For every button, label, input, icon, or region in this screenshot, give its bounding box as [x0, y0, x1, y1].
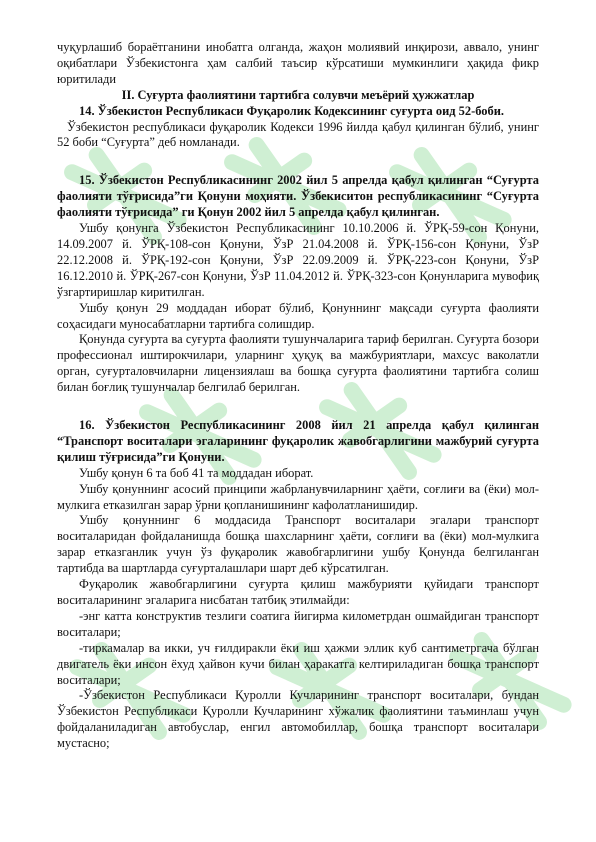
item-16-paragraph-2: Ушбу қонуннинг асосий принципи жабрланувчиларнинг ҳаёти, соғлиғи ва (ёки) мол-мулкига етказилган зарар ўрни қопланишининг кафолатланишидир.	[57, 481, 539, 512]
item-15-paragraph-3: Қонунда суғурта ва суғурта фаолияти тушунчаларига тариф берилган. Суғурта бозори профессионал иштирокчилари, уларнинг ҳуқуқ ва мажбуриятлари, махсус ваколатли орган, суғурталовчиларни лицензиялаш ва бошқа суғурта фаолиятини тартибга солиш билан боғлиқ тушунчалар белгилаб берилган.	[57, 332, 539, 395]
item-16-paragraph-1: Ушбу қонун 6 та боб 41 та моддадан иборат.	[79, 465, 314, 480]
item-16-list-item-3: -Ўзбекистон Республикаси Қуролли Кучларининг транспорт воситалари, бундан Ўзбекистон Республикаси Қуролли Кучларининг хўжалик фаолиятини таъминлаш учун фойдаланиладиган автобуслар, енгил автомобиллар, бошқа транспорт воситалари мустасно;	[57, 688, 539, 751]
section-heading-ii: II. Суғурта фаолиятини тартибга солувчи меъёрий ҳужжатлар	[121, 87, 475, 102]
item-14-title: 14. Ўзбекистон Республикаси Фуқаролик Кодексининг суғурта оид 52-боби.	[79, 103, 505, 118]
item-16-list-item-2: -тиркамалар ва икки, уч ғилдиракли ёки иш ҳажми эллик куб сантиметргача бўлган двигатель ёки инсон ёхуд ҳайвон кучи билан ҳаракатга келтириладиган бошқа транспорт воситалари;	[57, 640, 539, 687]
item-16-paragraph-3: Ушбу қонуннинг 6 моддасида Транспорт воситалари эгалари транспорт воситаларидан фойдаланишда бошқа шахсларнинг ҳаёти, соғлиғи ва (ёки) мол-мулкига зарар етказганлик учун ўз фуқаролик жавобгарлигини ушбу Қонунда белгиланган тартибда ва шартларда суғурталашлари шарт деб кўрсатилган.	[57, 513, 539, 576]
item-15-title: 15. Ўзбекистон Республикасининг 2002 йил 5 апрелда қабул қилинган “Суғурта фаолияти тўғрисида”ги Қонуни моҳияти. Ўзбекиситон республикасининг “Суғурта фаолияти тўғрисида” ги Қонун 2002 йил 5 апрелда қабул қилинган.	[57, 173, 539, 220]
item-16-list-item-1: -энг катта конструктив тезлиги соатига йигирма километрдан ошмайдиган транспорт воситалари;	[57, 608, 539, 639]
item-15-paragraph-1: Ушбу қонунга Ўзбекистон Республикасининг 10.10.2006 й. ЎРҚ-59-сон Қонуни, 14.09.2007 й. ЎРҚ-108-сон Қонуни, ЎзР 21.04.2008 й. ЎРҚ-156-сон Қонуни, ЎзР 22.12.2008 й. ЎРҚ-192-сон Қонуни, ЎзР 22.09.2009 й. ЎРҚ-223-сон Қонуни, ЎзР 16.12.2010 й. ЎРҚ-267-сон Қонуни, ЎзР 11.04.2012 й. ЎРҚ-323-сон Қонунларига мувофиқ ўзгартиришлар киритилган.	[57, 221, 539, 299]
spacer	[57, 151, 539, 173]
item-16-paragraph-4: Фуқаролик жавобгарлигини суғурта қилиш мажбурияти қуйидаги транспорт воситаларининг эгаларига нисбатан татбиқ этилмайди:	[57, 577, 539, 607]
document-body	[57, 40, 539, 752]
item-14-text: Ўзбекистон республикаси фуқаролик Кодекси 1996 йилда қабул қилинган бўлиб, унинг 52 боби “Суғурта” деб номланади.	[57, 119, 539, 150]
spacer	[57, 396, 539, 418]
paragraph-intro: чуқурлашиб бораётганини инобатга олганда, жаҳон молиявий инқирози, аввало, унинг оқибатлари Ўзбекистонга ҳам салбий таъсир кўрсатиши мумкинлиги ҳақида фикр юритилади	[57, 40, 539, 86]
item-15-paragraph-2: Ушбу қонун 29 моддадан иборат бўлиб, Қонуннинг мақсади суғурта фаолияти соҳасидаги муносабатларни тартибга солишдир.	[57, 300, 539, 331]
item-16-title: 16. Ўзбекистон Республикасининг 2008 йил 21 апрелда қабул қилинган “Транспорт воситалари эгаларининг фуқаролик жавобгарлигини мажбурий суғурта қилиш тўғрисида”ги Қонуни.	[57, 418, 539, 464]
